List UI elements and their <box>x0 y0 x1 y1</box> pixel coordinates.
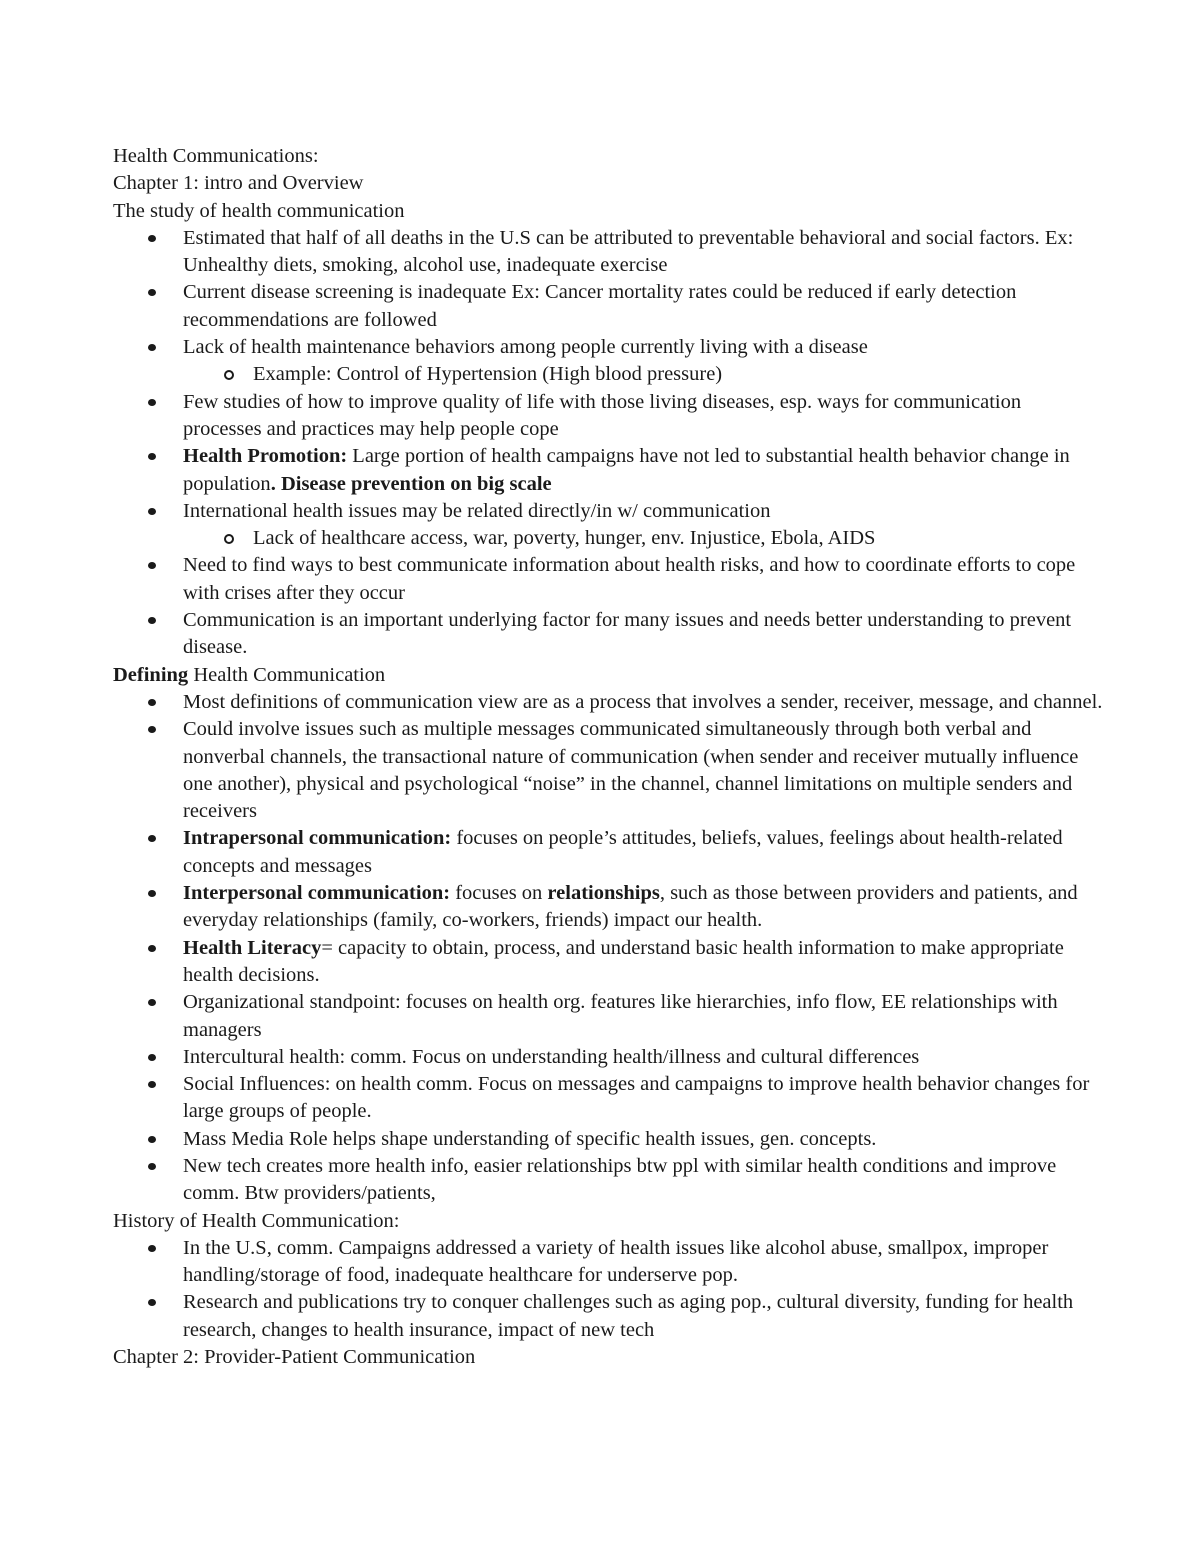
list-item: In the U.S, comm. Campaigns addressed a variety of health issues like alcohol abuse, smallpox, improper handling/storage of food, inadequate healthcare for underserve pop. <box>113 1235 1103 1290</box>
list-item: Intrapersonal communication: focuses on people’s attitudes, beliefs, values, feelings about health-related concepts and messages <box>113 825 1103 880</box>
bullet-icon <box>148 399 156 406</box>
defining-heading: Defining Health Communication <box>113 663 386 686</box>
list-item: Social Influences: on health comm. Focus on messages and campaigns to improve health behavior changes for large groups of people. <box>113 1071 1103 1126</box>
list-item: Health Literacy= capacity to obtain, process, and understand basic health information to make appropriate health decisions. <box>113 935 1103 990</box>
bullet-icon <box>148 344 156 351</box>
bullet-icon <box>148 1245 156 1252</box>
bullet-icon <box>148 945 156 952</box>
document-page <box>113 143 1103 1371</box>
circle-bullet-icon <box>224 534 234 544</box>
bullet-icon <box>148 726 156 733</box>
history-heading: History of Health Communication: <box>113 1209 400 1232</box>
bullet-icon <box>148 617 156 624</box>
health-promotion-label: Health Promotion: <box>183 445 348 468</box>
chapter-2-heading: Chapter 2: Provider-Patient Communication <box>113 1346 476 1369</box>
list-item: Mass Media Role helps shape understanding of specific health issues, gen. concepts. <box>113 1126 1103 1153</box>
defining-list <box>113 689 1103 1208</box>
circle-bullet-icon <box>224 370 234 380</box>
bullet-icon <box>148 699 156 706</box>
disease-prevention-emphasis: Disease prevention on big scale <box>275 472 552 495</box>
bullet-icon <box>148 508 156 515</box>
bullet-icon <box>148 999 156 1006</box>
health-literacy-label: Health Literacy <box>183 936 322 959</box>
study-heading: The study of health communication <box>113 199 405 222</box>
interpersonal-label: Interpersonal communication: <box>183 882 451 905</box>
list-item: Need to find ways to best communicate information about health risks, and how to coordinate efforts to cope with crises after they occur <box>113 552 1103 607</box>
sub-list-item: Lack of healthcare access, war, poverty, hunger, env. Injustice, Ebola, AIDS <box>183 525 1103 552</box>
list-item: Communication is an important underlying factor for many issues and needs better understanding to prevent disease. <box>113 607 1103 662</box>
bullet-icon <box>148 1163 156 1170</box>
list-item: Lack of health maintenance behaviors among people currently living with a disease Example: Control of Hypertension (High blood pressure) <box>113 334 1103 389</box>
list-item: Estimated that half of all deaths in the U.S can be attributed to preventable behavioral and social factors. Ex: Unhealthy diets, smoking, alcohol use, inadequate exercise <box>113 225 1103 280</box>
list-item: Intercultural health: comm. Focus on understanding health/illness and cultural differences <box>113 1044 1103 1071</box>
bullet-icon <box>148 1299 156 1306</box>
list-item: Current disease screening is inadequate Ex: Cancer mortality rates could be reduced if early detection recommendations are followed <box>113 279 1103 334</box>
list-item: New tech creates more health info, easier relationships btw ppl with similar health conditions and improve comm. Btw providers/patients, <box>113 1153 1103 1208</box>
document-title: Health Communications: <box>113 145 319 167</box>
intrapersonal-label: Intrapersonal communication: <box>183 827 452 850</box>
bullet-icon <box>148 453 156 460</box>
chapter-1-heading: Chapter 1: intro and Overview <box>113 172 364 195</box>
bullet-icon <box>148 890 156 897</box>
sub-list <box>183 361 1103 388</box>
bullet-icon <box>148 1136 156 1143</box>
bullet-icon <box>148 1054 156 1061</box>
list-item: Interpersonal communication: focuses on relationships, such as those between providers and patients, and everyday relationships (family, co-workers, friends) impact our health. <box>113 880 1103 935</box>
bullet-icon <box>148 835 156 842</box>
bullet-icon <box>148 1081 156 1088</box>
bullet-icon <box>148 289 156 296</box>
list-item: International health issues may be related directly/in w/ communication Lack of healthcare access, war, poverty, hunger, env. Injustice, Ebola, AIDS <box>113 498 1103 553</box>
sub-list-item: Example: Control of Hypertension (High blood pressure) <box>183 361 1103 388</box>
list-item: Health Promotion: Large portion of health campaigns have not led to substantial health behavior change in population. Disease prevention on big scale <box>113 443 1103 498</box>
study-list <box>113 225 1103 662</box>
list-item: Few studies of how to improve quality of life with those living diseases, esp. ways for communication processes and practices may help people cope <box>113 389 1103 444</box>
sub-list <box>183 525 1103 552</box>
history-list <box>113 1235 1103 1344</box>
list-item: Research and publications try to conquer challenges such as aging pop., cultural diversity, funding for health research, changes to health insurance, impact of new tech <box>113 1289 1103 1344</box>
list-item: Most definitions of communication view are as a process that involves a sender, receiver, message, and channel. <box>113 689 1103 716</box>
bullet-icon <box>148 235 156 242</box>
list-item: Organizational standpoint: focuses on health org. features like hierarchies, info flow, EE relationships with managers <box>113 989 1103 1044</box>
list-item: Could involve issues such as multiple messages communicated simultaneously through both verbal and nonverbal channels, the transactional nature of communication (when sender and receiver mutually influence one another), physical and psychological “noise” in the channel, channel limitations on multiple senders and receivers <box>113 716 1103 825</box>
bullet-icon <box>148 562 156 569</box>
